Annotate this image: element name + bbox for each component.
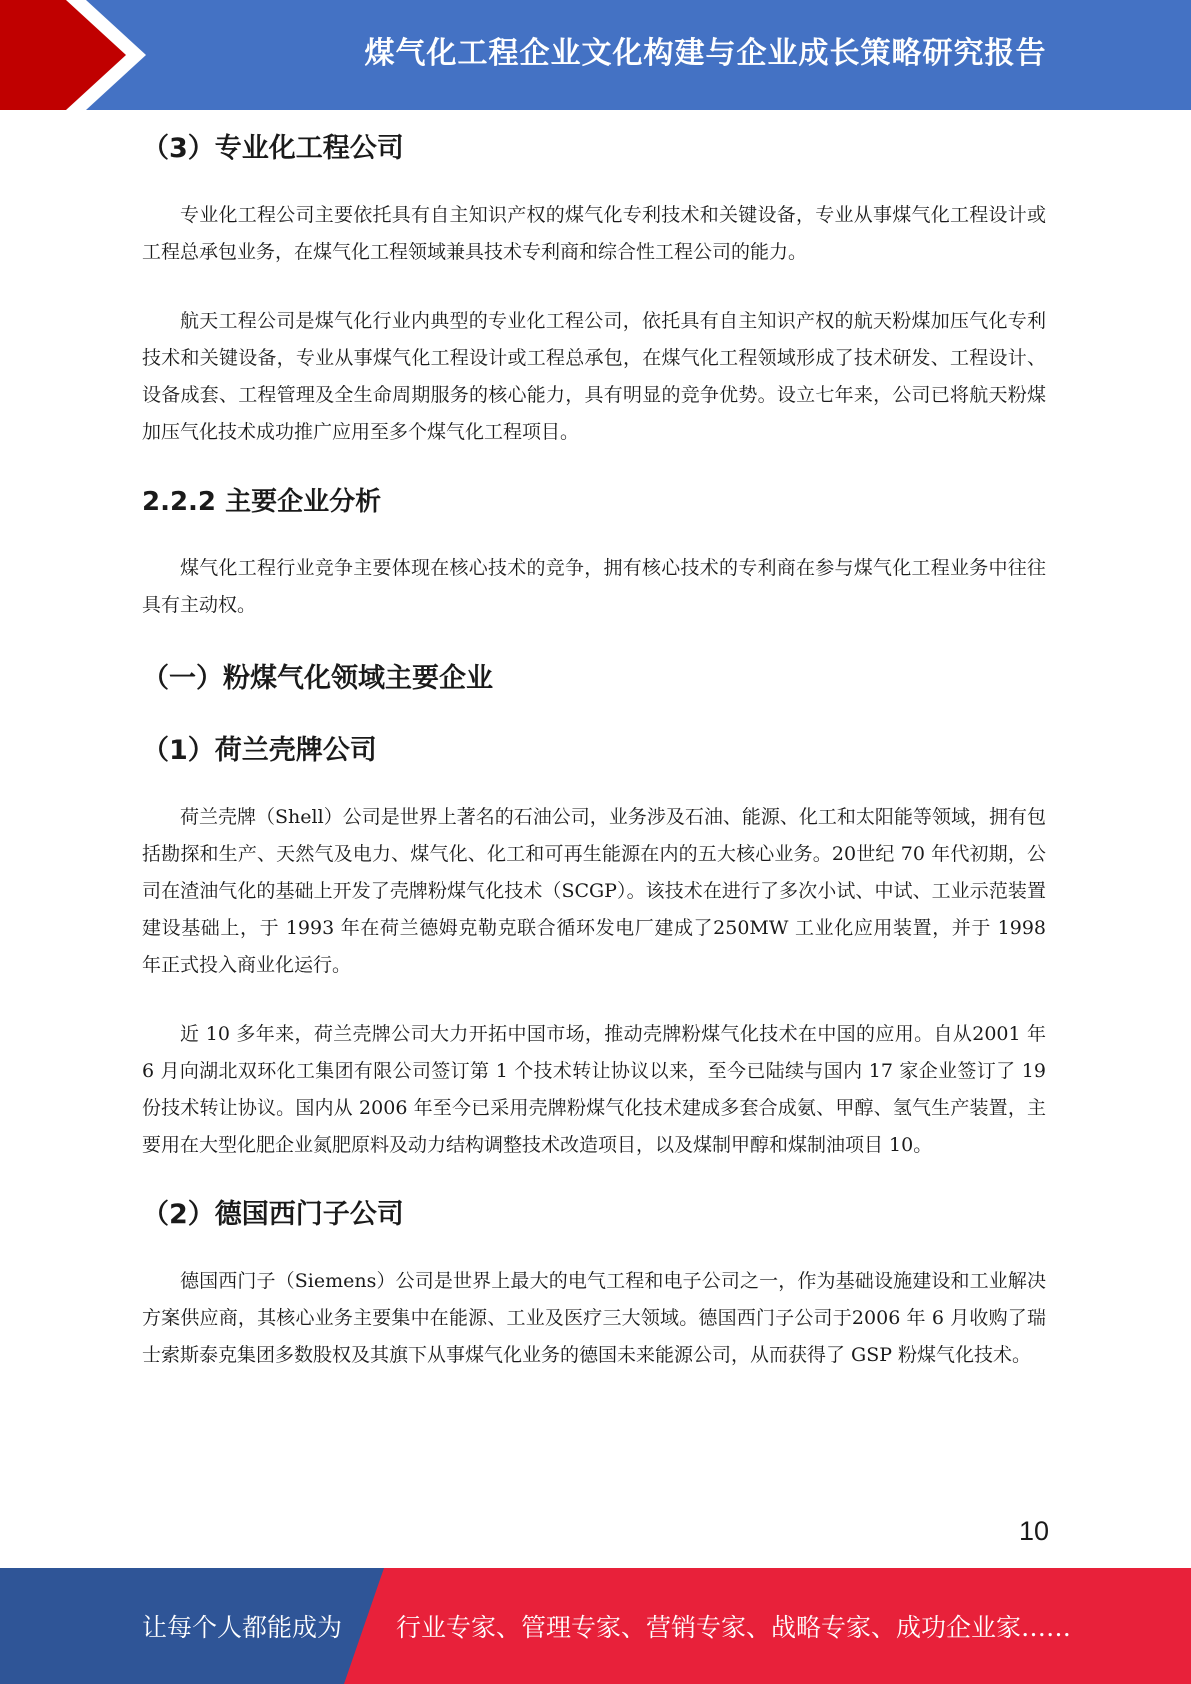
paragraph: 近 10 多年来，荷兰壳牌公司大力开拓中国市场，推动壳牌粉煤气化技术在中国的应用。自从2001 年 6 月向湖北双环化工集团有限公司签订第 1 个技术转让协议以来，至今已陆续与国内 17 家企业签订了 19 份技术转让协议。国内从 2006 年至今已采用壳牌粉煤气化技术建成多套合成氨、甲醇、氢气生产装置，主要用在大型化肥企业氮肥原料及动力结构调整技术改造项目，以及煤制甲醇和煤制油项目 10。 xyxy=(142,1023,1046,1156)
section-heading-pulverized-coal: （一）粉煤气化领域主要企业 xyxy=(142,663,493,694)
footer-slogan-right: 行业专家、管理专家、营销专家、战略专家、成功企业家…… xyxy=(396,1613,1072,1642)
page-header xyxy=(0,0,1191,110)
page-footer xyxy=(0,1568,1191,1684)
section-heading-specialized-engineering: （3）专业化工程公司 xyxy=(142,133,404,164)
paragraph: 专业化工程公司主要依托具有自主知识产权的煤气化专利技术和关键设备，专业从事煤气化工程设计或工程总承包业务，在煤气化工程领域兼具技术专利商和综合性工程公司的能力。 xyxy=(142,204,1046,263)
paragraph: 德国西门子（Siemens）公司是世界上最大的电气工程和电子公司之一，作为基础设施建设和工业解决方案供应商，其核心业务主要集中在能源、工业及医疗三大领域。德国西门子公司于2006 年 6 月收购了瑞士索斯泰克集团多数股权及其旗下从事煤气化业务的德国未来能源公司，从而获得了 GSP 粉煤气化技术。 xyxy=(142,1270,1046,1366)
section-heading-main-enterprises: 2.2.2 主要企业分析 xyxy=(142,487,382,517)
page-number: 10 xyxy=(1018,1516,1049,1546)
paragraph: 荷兰壳牌（Shell）公司是世界上著名的石油公司，业务涉及石油、能源、化工和太阳能等领域，拥有包括勘探和生产、天然气及电力、煤气化、化工和可再生能源在内的五大核心业务。20世纪 70 年代初期，公司在渣油气化的基础上开发了壳牌粉煤气化技术（SCGP）。该技术在进行了多次小试、中试、工业示范装置建设基础上，于 1993 年在荷兰德姆克勒克联合循环发电厂建成了250MW 工业化应用装置，并于 1998 年正式投入商业化运行。 xyxy=(142,806,1046,976)
section-heading-shell: （1）荷兰壳牌公司 xyxy=(142,735,377,766)
paragraph: 航天工程公司是煤气化行业内典型的专业化工程公司，依托具有自主知识产权的航天粉煤加压气化专利技术和关键设备，专业从事煤气化工程设计或工程总承包，在煤气化工程领域形成了技术研发、工程设计、设备成套、工程管理及全生命周期服务的核心能力，具有明显的竞争优势。设立七年来，公司已将航天粉煤加压气化技术成功推广应用至多个煤气化工程项目。 xyxy=(142,310,1046,443)
document-body xyxy=(142,118,1046,1374)
report-title: 煤气化工程企业文化构建与企业成长策略研究报告 xyxy=(364,36,1047,71)
footer-slogan-left: 让每个人都能成为 xyxy=(142,1613,343,1642)
paragraph: 煤气化工程行业竞争主要体现在核心技术的竞争，拥有核心技术的专利商在参与煤气化工程业务中往往具有主动权。 xyxy=(142,557,1046,616)
section-heading-siemens: （2）德国西门子公司 xyxy=(142,1199,404,1230)
